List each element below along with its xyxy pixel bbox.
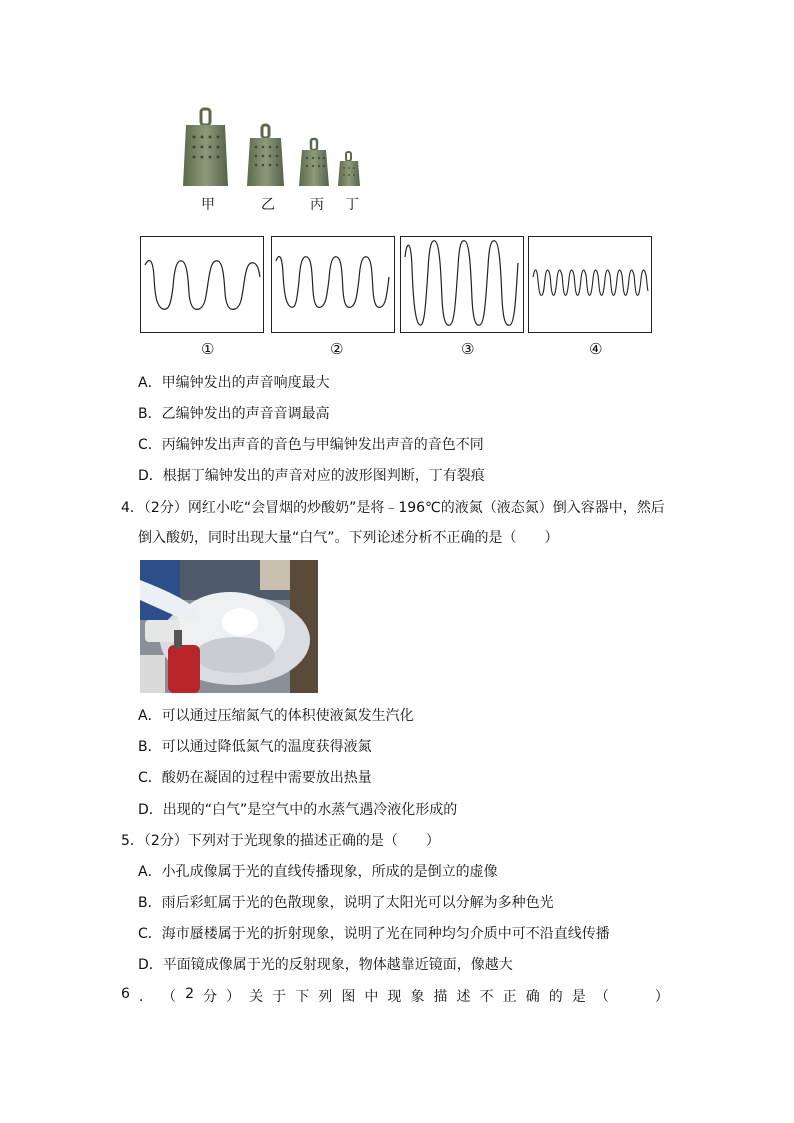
bell-label-yi: 乙: [261, 197, 275, 213]
q6-char: 列: [318, 989, 333, 1005]
q3-option-c: C．丙编钟发出声音的音色与甲编钟发出声音的音色不同: [138, 437, 484, 453]
q4-option-a: A．可以通过压缩氮气的体积使液氮发生汽化: [138, 708, 414, 724]
bell-label-bing: 丙: [310, 197, 324, 213]
q5-option-d: D．平面镜成像属于光的反射现象，物体越靠近镜面，像越大: [138, 957, 513, 973]
liquid-nitrogen-yogurt-photo: [140, 560, 318, 693]
q6-char: 图: [341, 989, 356, 1005]
bell-yi: [247, 125, 284, 186]
q6-char: 象: [410, 989, 425, 1005]
q3-option-d: D．根据丁编钟发出的声音对应的波形图判断，丁有裂痕: [138, 468, 485, 484]
q6-char: ）: [226, 989, 241, 1005]
q6-char: 的: [548, 989, 563, 1005]
q5-stem: 5．（2分）下列对于光现象的描述正确的是（ ）: [121, 833, 440, 849]
bell-label-jia: 甲: [201, 197, 215, 213]
waveform-box-3: [400, 236, 524, 333]
q6-char: 描: [433, 989, 448, 1005]
bell-jia: [183, 109, 228, 186]
q6-char: 确: [525, 989, 540, 1005]
q6-stem: [121, 986, 669, 1006]
waveform-box-2: [271, 236, 395, 333]
q6-char: 述: [456, 989, 471, 1005]
q6-char: 中: [364, 989, 379, 1005]
q4-stem-line1: 4．（2分）网红小吃“会冒烟的炒酸奶”是将﹣196℃的液氮（液态氮）倒入容器中，然后: [121, 500, 665, 516]
q4-option-d: D．出现的“白气”是空气中的水蒸气遇冷液化形成的: [138, 802, 458, 818]
bell-ding: [338, 152, 360, 186]
q6-char: 6: [121, 986, 130, 1002]
q6-char: ．: [138, 989, 153, 1005]
q6-char: 关: [249, 989, 264, 1005]
q6-char: 是: [571, 989, 586, 1005]
q6-char: 分: [203, 989, 218, 1005]
bell-bing: [299, 139, 329, 186]
q6-char: [618, 986, 646, 1006]
waveform-label-1: ①: [201, 340, 215, 358]
waveform-box-1: [140, 236, 264, 333]
q5-option-b: B．雨后彩虹属于光的色散现象，说明了太阳光可以分解为多种色光: [138, 895, 554, 911]
waveform-label-2: ②: [330, 340, 344, 358]
q3-option-b: B．乙编钟发出的声音音调最高: [138, 406, 330, 422]
q4-option-c: C．酸奶在凝固的过程中需要放出热量: [138, 770, 372, 786]
q6-char: 下: [295, 989, 310, 1005]
q5-option-a: A．小孔成像属于光的直线传播现象，所成的是倒立的虚像: [138, 864, 498, 880]
waveform-label-3: ③: [461, 340, 475, 358]
q6-char: 现: [387, 989, 402, 1005]
bell-label-ding: 丁: [345, 197, 359, 213]
q6-char: 于: [272, 989, 287, 1005]
waveform-box-4: [528, 236, 652, 333]
q6-char: ）: [654, 989, 669, 1005]
q6-char: （: [594, 989, 609, 1005]
q4-stem-line2: 倒入酸奶，同时出现大量“白气”。下列论述分析不正确的是（ ）: [138, 530, 559, 546]
q3-option-a: A．甲编钟发出的声音响度最大: [138, 375, 330, 391]
q5-option-c: C．海市蜃楼属于光的折射现象，说明了光在同种均匀介质中可不沿直线传播: [138, 926, 610, 942]
waveform-label-4: ④: [589, 340, 603, 358]
q6-char: 2: [185, 986, 194, 1002]
q6-char: 正: [502, 989, 517, 1005]
q6-char: 不: [479, 989, 494, 1005]
bronze-bells-figure: [180, 105, 370, 190]
q6-char: （: [162, 989, 177, 1005]
q4-option-b: B．可以通过降低氮气的温度获得液氮: [138, 739, 372, 755]
